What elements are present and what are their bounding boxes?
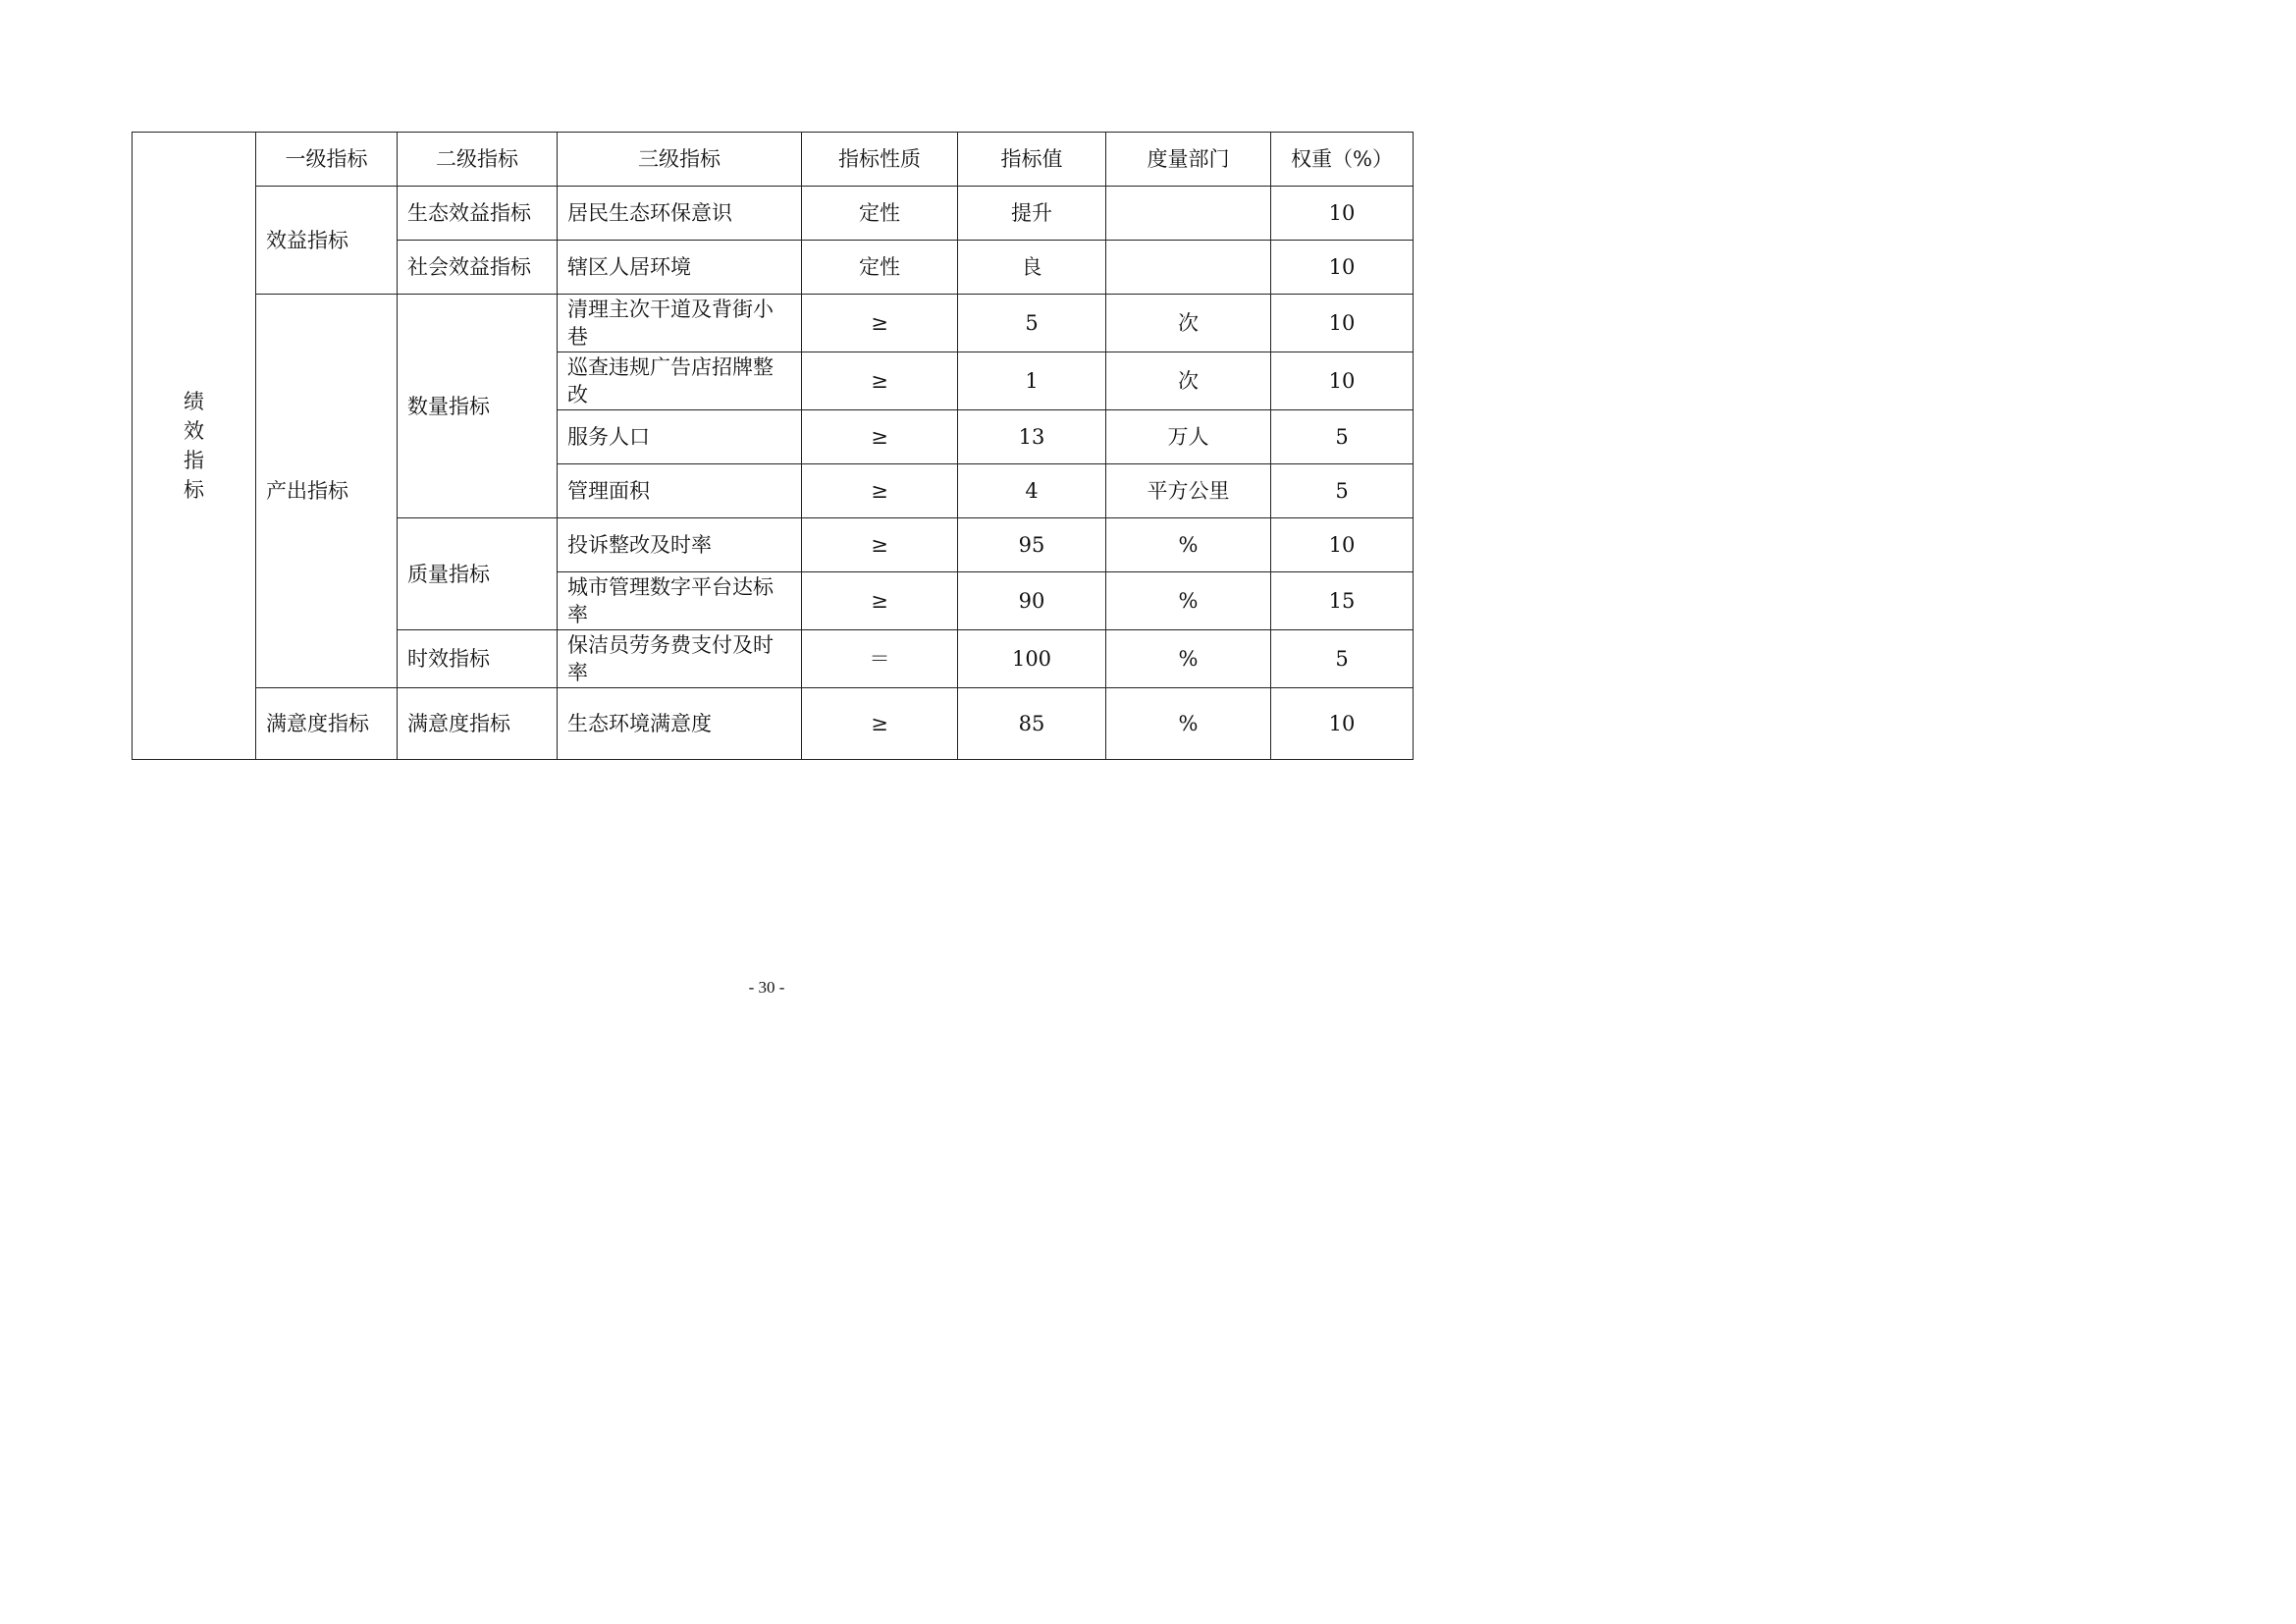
level3-cell: 居民生态环保意识 — [558, 187, 802, 241]
level1-cell: 满意度指标 — [256, 688, 398, 760]
value-cell: 良 — [958, 241, 1106, 295]
unit-cell — [1106, 241, 1271, 295]
unit-cell: % — [1106, 688, 1271, 760]
table-row — [133, 688, 1414, 760]
value-cell: 95 — [958, 518, 1106, 572]
header-cell: 度量部门 — [1106, 133, 1271, 187]
level3-cell: 服务人口 — [558, 410, 802, 464]
nature-cell: ≥ — [802, 410, 958, 464]
header-cell: 三级指标 — [558, 133, 802, 187]
page-number: - 30 - — [748, 978, 785, 997]
header-cell: 一级指标 — [256, 133, 398, 187]
value-cell: 13 — [958, 410, 1106, 464]
table-header-row — [133, 133, 1414, 187]
unit-cell — [1106, 187, 1271, 241]
level1-cell: 产出指标 — [256, 295, 398, 688]
unit-cell: 平方公里 — [1106, 464, 1271, 518]
level2-cell: 生态效益指标 — [398, 187, 558, 241]
level3-cell: 投诉整改及时率 — [558, 518, 802, 572]
nature-cell: ≥ — [802, 295, 958, 352]
value-cell: 85 — [958, 688, 1106, 760]
value-cell: 100 — [958, 630, 1106, 688]
unit-cell: 万人 — [1106, 410, 1271, 464]
nature-cell: 定性 — [802, 241, 958, 295]
table-row — [133, 295, 1414, 352]
value-cell: 5 — [958, 295, 1106, 352]
level2-cell: 数量指标 — [398, 295, 558, 518]
value-cell: 4 — [958, 464, 1106, 518]
level3-cell: 保洁员劳务费支付及时率 — [558, 630, 802, 688]
value-cell: 90 — [958, 572, 1106, 630]
nature-cell: ≥ — [802, 518, 958, 572]
nature-cell: 定性 — [802, 187, 958, 241]
weight-cell: 5 — [1271, 464, 1414, 518]
level2-cell: 满意度指标 — [398, 688, 558, 760]
level3-cell: 生态环境满意度 — [558, 688, 802, 760]
unit-cell: 次 — [1106, 352, 1271, 410]
weight-cell: 10 — [1271, 352, 1414, 410]
section-label-cell — [133, 133, 256, 760]
level2-cell: 时效指标 — [398, 630, 558, 688]
nature-cell: ≥ — [802, 688, 958, 760]
level2-cell: 质量指标 — [398, 518, 558, 630]
header-cell: 指标值 — [958, 133, 1106, 187]
weight-cell: 10 — [1271, 187, 1414, 241]
nature-cell: ≥ — [802, 572, 958, 630]
level3-cell: 管理面积 — [558, 464, 802, 518]
unit-cell: 次 — [1106, 295, 1271, 352]
level3-cell: 巡查违规广告店招牌整改 — [558, 352, 802, 410]
value-cell: 1 — [958, 352, 1106, 410]
level3-cell: 辖区人居环境 — [558, 241, 802, 295]
weight-cell: 15 — [1271, 572, 1414, 630]
nature-cell: ＝ — [802, 630, 958, 688]
level3-cell: 城市管理数字平台达标率 — [558, 572, 802, 630]
performance-indicator-table — [132, 132, 1414, 760]
level3-cell: 清理主次干道及背街小巷 — [558, 295, 802, 352]
value-cell: 提升 — [958, 187, 1106, 241]
section-label: 绩效指标 — [184, 390, 204, 502]
weight-cell: 5 — [1271, 410, 1414, 464]
table-row — [133, 187, 1414, 241]
level1-cell: 效益指标 — [256, 187, 398, 295]
weight-cell: 10 — [1271, 688, 1414, 760]
header-cell: 指标性质 — [802, 133, 958, 187]
header-cell: 二级指标 — [398, 133, 558, 187]
nature-cell: ≥ — [802, 464, 958, 518]
level2-cell: 社会效益指标 — [398, 241, 558, 295]
unit-cell: % — [1106, 518, 1271, 572]
weight-cell: 5 — [1271, 630, 1414, 688]
weight-cell: 10 — [1271, 241, 1414, 295]
header-cell: 权重（%） — [1271, 133, 1414, 187]
weight-cell: 10 — [1271, 295, 1414, 352]
nature-cell: ≥ — [802, 352, 958, 410]
weight-cell: 10 — [1271, 518, 1414, 572]
unit-cell: % — [1106, 630, 1271, 688]
unit-cell: % — [1106, 572, 1271, 630]
